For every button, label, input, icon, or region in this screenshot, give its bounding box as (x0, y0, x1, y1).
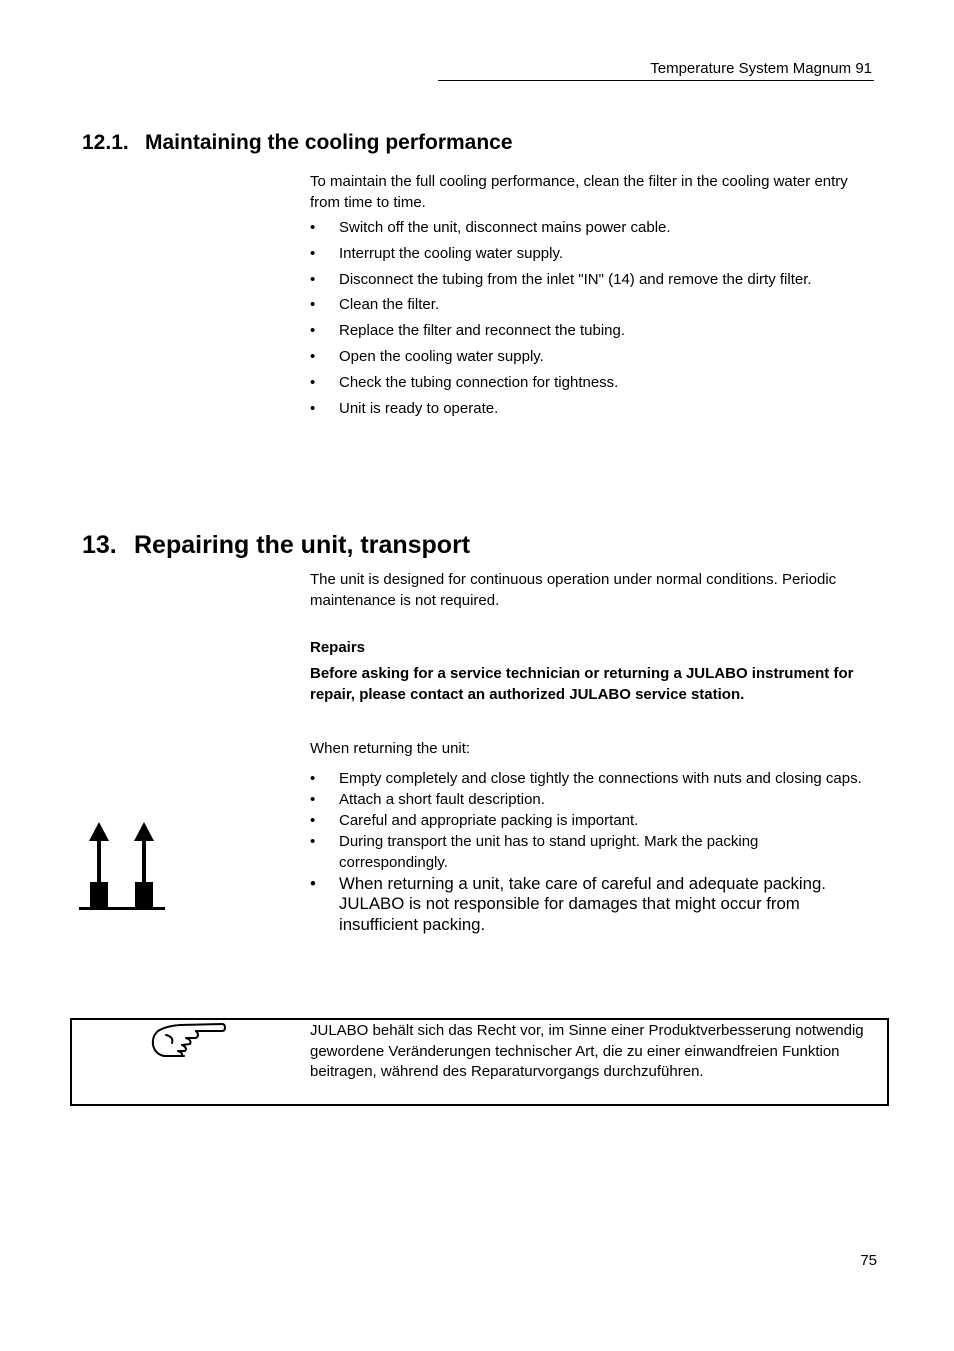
repairs-heading: Repairs (310, 639, 366, 656)
bullet: • (310, 812, 316, 829)
list-item: • Attach a short fault description. (310, 790, 870, 811)
list-item: • Replace the filter and reconnect the tubing. (310, 321, 870, 342)
section-13-number: 13. (82, 531, 117, 559)
section-13-intro: The unit is designed for continuous operation under normal conditions. Periodic maintenance is not required. (310, 571, 837, 609)
bullet: • (310, 373, 316, 391)
pointing-hand-icon (150, 1021, 228, 1059)
bullet: • (310, 399, 316, 417)
section-12-1-title: Maintaining the cooling performance (145, 131, 513, 154)
bullet: • (310, 270, 316, 288)
cooling-steps-list (310, 218, 870, 424)
section-13-heading (82, 531, 470, 560)
bullet: • (310, 833, 316, 850)
list-item: • Careful and appropriate packing is important. (310, 811, 870, 832)
running-header: Temperature System Magnum 91 (650, 60, 872, 77)
section-12-1-heading (82, 131, 513, 155)
notice-text: JULABO behält sich das Recht vor, im Sinne einer Produktverbesserung notwendig gewordene Veränderungen technischer Art, die zu einer einwandfreien Funktion beitragen, während des Reparaturvorgangs durchzuführen. (310, 1022, 864, 1081)
returning-steps-list (310, 769, 870, 936)
bullet: • (310, 873, 316, 893)
list-item: • Switch off the unit, disconnect mains power cable. (310, 218, 870, 239)
list-item: • Check the tubing connection for tightness. (310, 373, 870, 394)
bullet: • (310, 296, 316, 314)
bullet: • (310, 791, 316, 808)
list-item: • Unit is ready to operate. (310, 399, 870, 420)
page-number: 75 (860, 1252, 877, 1269)
bullet: • (310, 347, 316, 365)
bullet: • (310, 322, 316, 340)
repairs-warning: Before asking for a service technician or returning a JULABO instrument for repair, please contact an authorized JULABO service station. (310, 665, 854, 703)
bullet: • (310, 219, 316, 236)
list-item: • Disconnect the tubing from the inlet "IN" (14) and remove the dirty filter. (310, 270, 870, 291)
list-item: • Clean the filter. (310, 295, 870, 316)
list-item: • Empty completely and close tightly the connections with nuts and closing caps. (310, 769, 870, 790)
this-way-up-arrows-icon (77, 820, 167, 912)
section-12-1-intro: To maintain the full cooling performance, clean the filter in the cooling water entry from time to time. (310, 173, 848, 211)
bullet: • (310, 770, 316, 787)
section-13-title: Repairing the unit, transport (134, 531, 471, 559)
list-item: • Open the cooling water supply. (310, 347, 870, 368)
section-12-1-number: 12.1. (82, 131, 129, 154)
list-item: • When returning a unit, take care of careful and adequate packing. JULABO is not responsible for damages that might occur from insufficient packing. (310, 873, 826, 934)
list-item: • Interrupt the cooling water supply. (310, 244, 870, 265)
list-item: • During transport the unit has to stand upright. Mark the packing correspondingly. (310, 833, 759, 871)
header-rule (438, 80, 874, 81)
returning-intro: When returning the unit: (310, 740, 471, 757)
bullet: • (310, 244, 316, 262)
